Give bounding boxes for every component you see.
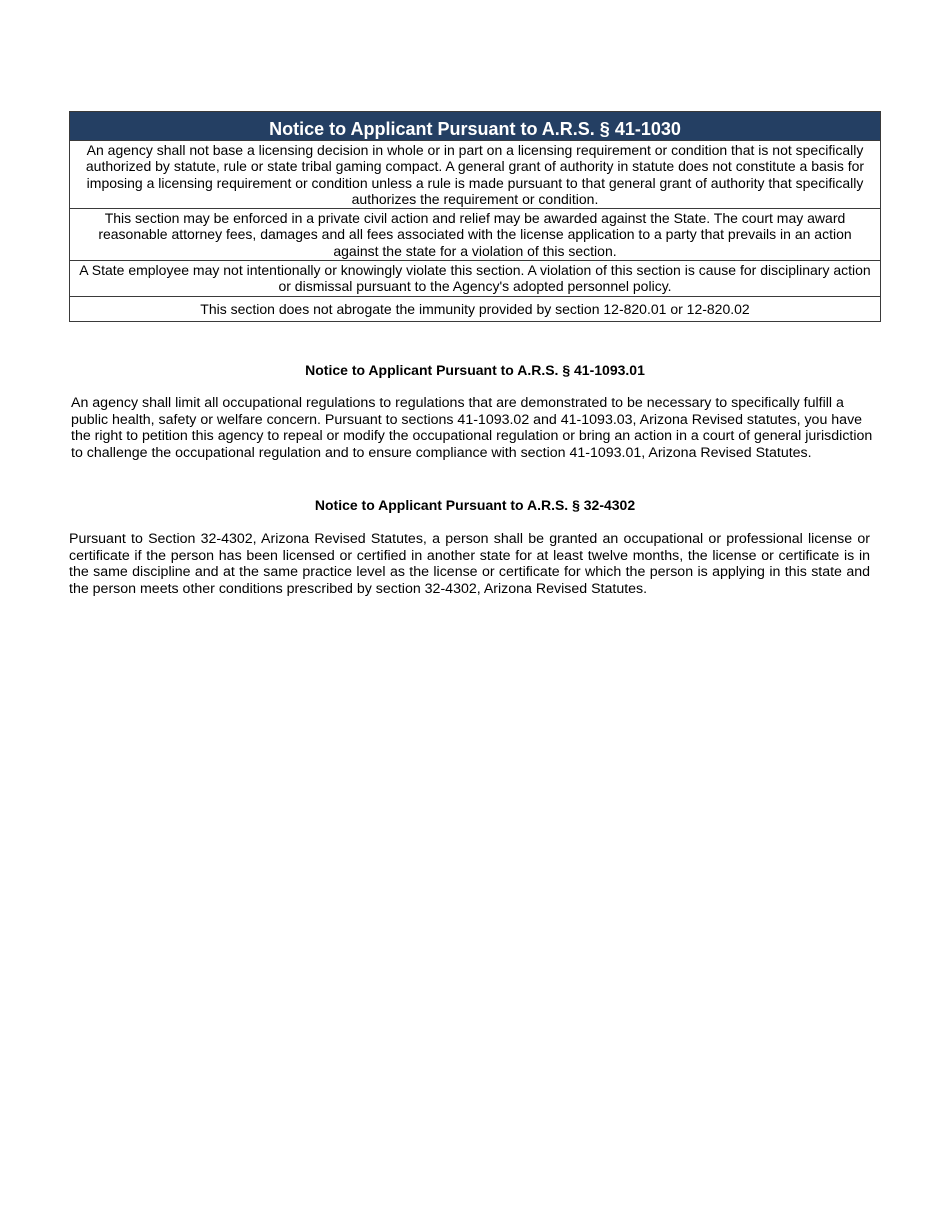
notice-41-1030-row-licensing-decision: An agency shall not base a licensing decision in whole or in part on a licensing requirement or condition that is not specifically authorized by statute, rule or state tribal gaming compact. A general grant of authority in statute does not constitute a basis for imposing a licensing requirement or condition unless a rule is made pursuant to that general grant of authority that specifically authorizes the requirement or condition. — [70, 140, 880, 208]
notice-41-1030-title: Notice to Applicant Pursuant to A.R.S. § 41-1030 — [70, 112, 880, 140]
notice-32-4302-heading: Notice to Applicant Pursuant to A.R.S. § 32-4302 — [314, 497, 636, 513]
notice-41-1093-01-heading: Notice to Applicant Pursuant to A.R.S. § 41-1093.01 — [305, 362, 645, 378]
notice-41-1030-row-state-employee: A State employee may not intentionally or knowingly violate this section. A violation of this section is cause for disciplinary action or dismissal pursuant to the Agency's adopted personnel policy. — [70, 260, 880, 296]
notice-41-1030-row-civil-action: This section may be enforced in a private civil action and relief may be awarded against the State. The court may award reasonable attorney fees, damages and all fees associated with the license application to a party that prevails in an action against the state for a violation of this section. — [70, 208, 880, 260]
notice-32-4302-body: Pursuant to Section 32-4302, Arizona Revised Statutes, a person shall be granted an occupational or professional license or certificate if the person has been licensed or certified in another state for at least twelve months, the license or certificate is in the same discipline and at the same practice level as the license or certificate for which the person is applying in this state and the person meets other conditions prescribed by section 32-4302, Arizona Revised Statutes. — [69, 531, 870, 597]
notice-41-1030-table — [69, 111, 881, 322]
notice-41-1030-row-immunity: This section does not abrogate the immunity provided by section 12-820.01 or 12-820.02 — [70, 296, 880, 321]
notice-41-1093-01-body: An agency shall limit all occupational regulations to regulations that are demonstrated to be necessary to specifically fulfill a public health, safety or welfare concern. Pursuant to sections 41-1093.02 and 41-1093.03, Arizona Revised statutes, you have the right to petition this agency to repeal or modify the occupational regulation or bring an action in a court of general jurisdiction to challenge the occupational regulation and to ensure compliance with section 41-1093.01, Arizona Revised Statutes. — [71, 395, 873, 461]
